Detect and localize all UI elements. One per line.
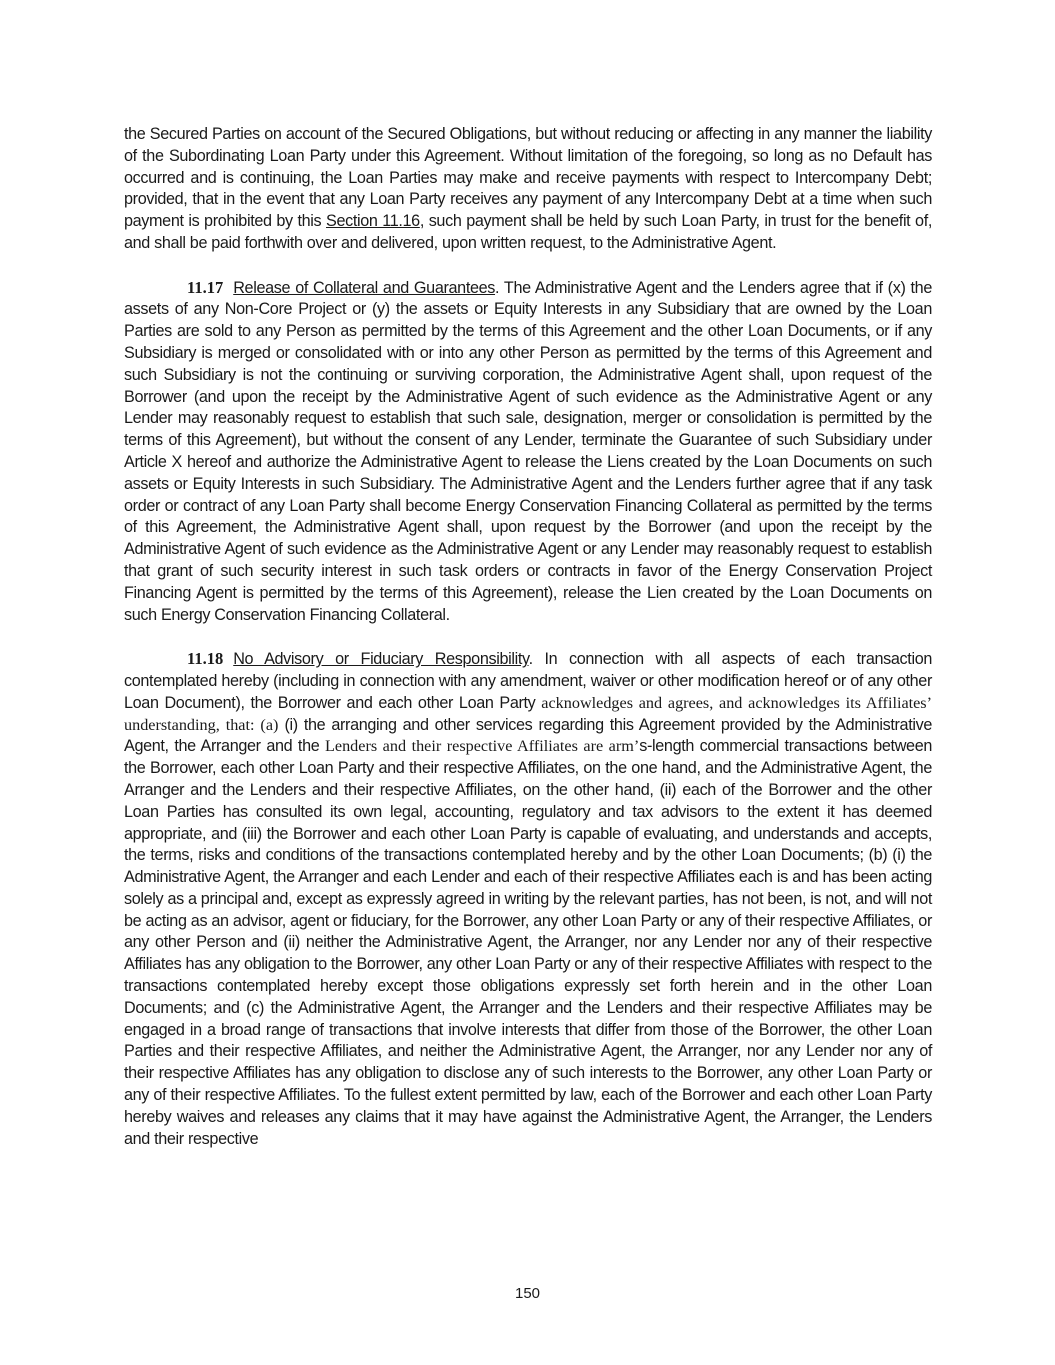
document-page [124, 124, 932, 1172]
section-number: 11.17 [187, 277, 224, 297]
section-body: . In connection with all aspects of each transaction contemplated hereby (including in connection with any amendment, waiver or other modification hereof or of any other Loan Document), the Borrower and each other Loan Party [124, 650, 932, 712]
page-number: 150 [514, 1285, 541, 1302]
section-11-18 [124, 648, 932, 1150]
section-number: 11.18 [187, 649, 224, 669]
paragraph-text: , such payment shall be held by such Loan Party, in trust for the benefit of, and shall be paid forthwith over and delivered, upon written request, to the Administrative Agent. [124, 212, 932, 252]
section-reference-link[interactable]: Section 11.16 [326, 212, 420, 231]
section-body-serif: acknowledges and agrees, and acknowledges its Affiliates’ understanding, that: (a) [124, 693, 933, 734]
section-title: No Advisory or Fiduciary Responsibility [233, 650, 529, 669]
section-11-17 [124, 277, 932, 627]
section-title: Release of Collateral and Guarantees [233, 278, 496, 297]
carryover-paragraph [124, 124, 932, 255]
section-body-serif: Lenders and their respective Affiliates are arm’ [325, 737, 640, 756]
section-body: (i) the arranging and other services regarding this Agreement provided by the Administrative Agent, the Arranger and the [124, 715, 932, 756]
section-body: s-length commercial transactions between the Borrower, each other Loan Party and their respective Affiliates, on the one hand, and the Administrative Agent, the Arranger and the Lenders and their respective Affiliates, on the other hand, (ii) each of the Borrower and the other Loan Parties has consulted its own legal, accounting, regulatory and tax advisors to the extent it has deemed appropriate, and (iii) the Borrower and each other Loan Party is capable of evaluating, and understands and accepts, the terms, risks and conditions of the transactions contemplated hereby and by the other Loan Documents; (b) (i) the Administrative Agent, the Arranger and each Lender and each of their respective Affiliates each is and has been acting solely as a principal and, except as expressly agreed in writing by the relevant parties, has not been, is not, and will not be acting as an advisor, agent or fiduciary, for the Borrower, any other Loan Party or any of their respective Affiliates, or any other Person and (ii) neither the Administrative Agent, the Arranger, nor any Lender nor any of their respective Affiliates has any obligation to the Borrower, any other Loan Party or any of their respective Affiliates with respect to the transactions contemplated hereby except those obligations expressly set forth herein and in the other Loan Documents; and (c) the Administrative Agent, the Arranger and the Lenders and their respective Affiliates may be engaged in a broad range of transactions that involve interests that differ from those of the Borrower, the other Loan Parties and their respective Affiliates, and neither the Administrative Agent, the Arranger, nor any Lender nor any of their respective Affiliates has any obligation to disclose any of such interests to the Borrower, any other Loan Party or any of their respective Affiliates. To the fullest extent permitted by law, each of the Borrower and each other Loan Party hereby waives and releases any claims that it may have against the Administrative Agent, the Arranger, the Lenders and their respective [124, 737, 933, 1148]
section-body: . The Administrative Agent and the Lenders agree that if (x) the assets of any Non-Core Project or (y) the assets or Equity Interests in any Subsidiary that are owned by the Loan Parties are sold to any Person as permitted by the terms of this Agreement and the other Loan Documents, or if any Subsidiary is merged or consolidated with or into any other Person as permitted by the terms of this Agreement and such Subsidiary is not the continuing or surviving corporation, the Administrative Agent shall, upon request of the Borrower (and upon the receipt by the Administrative Agent of such evidence as the Administrative Agent or any Lender may reasonably request to establish that such sale, designation, merger or consolidation is permitted by the terms of this Agreement), but without the consent of any Lender, terminate the Guarantee of such Subsidiary under Article X hereof and authorize the Administrative Agent to release the Liens created by the Loan Documents on such assets or Equity Interests in such Subsidiary. The Administrative Agent and the Lenders further agree that if any task order or contract of any Loan Party shall become Energy Conservation Financing Collateral as permitted by the terms of this Agreement, the Administrative Agent shall, upon request by the Borrower (and upon the receipt by the Administrative Agent of such evidence as the Administrative Agent or any Lender may reasonably request to establish that grant of such security interest in such task orders or contracts in favor of the Energy Conservation Project Financing Agent is permitted by the terms of this Agreement), release the Lien created by the Loan Documents on such Energy Conservation Financing Collateral. [124, 278, 932, 624]
paragraph-text: the Secured Parties on account of the Secured Obligations, but without reducing or affecting in any manner the liability of the Subordinating Loan Party under this Agreement. Without limitation of the foregoing, so long as no Default has occurred and is continuing, the Loan Parties may make and receive payments with respect to Intercompany Debt; provided, that in the event that any Loan Party receives any payment of any Intercompany Debt at a time when such payment is prohibited by this [124, 125, 932, 231]
